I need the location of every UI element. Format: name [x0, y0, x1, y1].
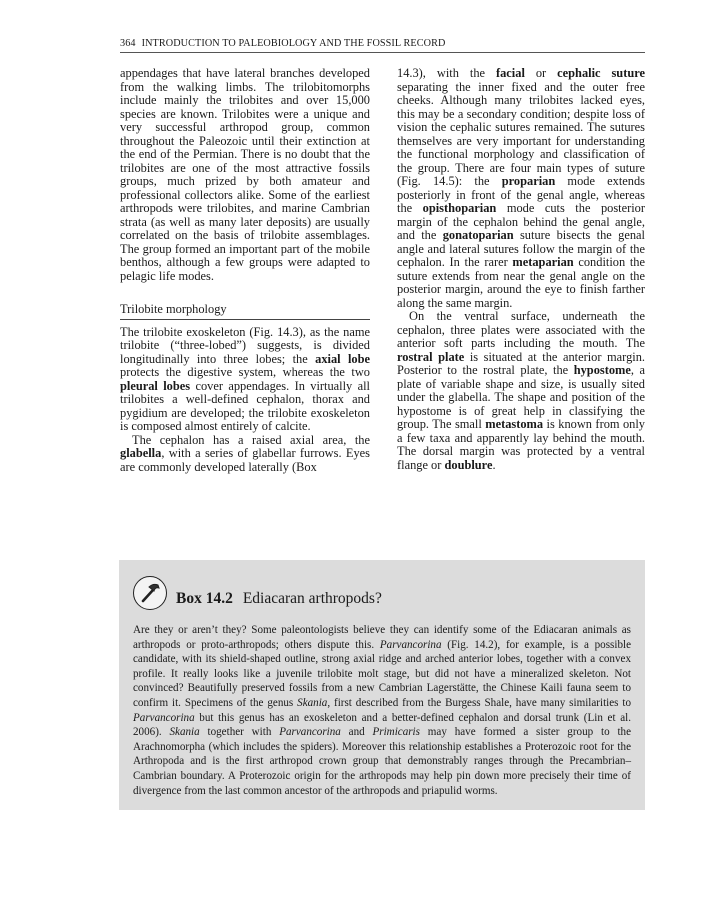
paragraph: The trilobite exoskeleton (Fig. 14.3), as the name trilobite (“three-lobed”) suggests, is divided longitudinally into three lobes; the axial lobe protects the digestive system, whereas the two pleural lobes cover appendages. In virtually all trilobites a well-defined cephalon, thorax and pygidium are developed; the trilobite exoskeleton is composed almost entirely of calcite.: [120, 324, 370, 433]
term: glabella: [120, 446, 162, 460]
paragraph: On the ventral surface, underneath the cephalon, three plates were associated with the anterior soft parts including the mouth. The rostral plate is situated at the anterior margin. Posterior to the rostral plate, the hypostome, a plate of variable shape and size, is usually sited under the glabella. The shape and position of the hypostome is of great help in classifying the group. The small metastoma is known from only a few taxa and apparently lay behind the mouth. The dorsal margin was protected by a ventral flange or doublure.: [397, 309, 646, 472]
paragraph: appendages that have lateral branches developed from the walking limbs. The trilobitomorphs include mainly the trilobites and over 15,000 species are known. Trilobites were a unique and very successful arthropod group, common throughout the Paleozoic until their extinction at the end of the Permian. There is no doubt that the trilobites are one of the most attractive fossils groups, much prized by both amateur and professional collectors alike. Some of the earliest arthropods were trilobites, and marine Cambrian strata (as well as many later deposits) are usually correlated on the basis of trilobite assemblages. The group formed an important part of the mobile benthos, although a few groups were adapted to pelagic life modes.: [120, 66, 370, 283]
box-14-2: [119, 560, 645, 810]
page-number: 364: [120, 38, 136, 49]
running-title: INTRODUCTION TO PALEOBIOLOGY AND THE FOSSIL RECORD: [141, 38, 446, 49]
box-title-row: [133, 576, 382, 610]
term: proparian: [501, 174, 556, 188]
term: facial: [495, 66, 525, 80]
term: doublure: [444, 457, 493, 472]
right-column: [397, 67, 645, 472]
hammer-icon: [133, 576, 167, 610]
section-heading: Trilobite morphology: [120, 303, 370, 320]
term: metastoma: [485, 417, 544, 431]
paragraph: 14.3), with the facial or cephalic suture separating the inner fixed and the outer free cheeks. Although many trilobites lacked eyes, this may be a secondary condition; despite loss of vision the cephalic sutures remained. The sutures themselves are very important for understanding the functional morphology and classification of the group. There are four main types of suture (Fig. 14.5): the proparian mode extends posteriorly in front of the genal angle, whereas the opisthoparian mode cuts the posterior margin of the cephalon behind the genal angle, and the gonatoparian suture bisects the genal angle and lateral sutures follow the margin of the cephalon. In the rarer metaparian condition the suture extends from near the genal angle on the posterior margin, around the eye to finish farther along the same margin.: [397, 66, 646, 310]
term: axial lobe: [315, 351, 370, 366]
paragraph: The cephalon has a raised axial area, the glabella, with a series of glabellar furrows. Eyes are commonly developed laterally (Box: [120, 432, 370, 474]
paragraph: Are they or aren’t they? Some paleontologists believe they can identify some of the Ediacaran animals as arthropods or proto-arthropods; others dispute this. Parvancorina (Fig. 14.2), for example, is a possible candidate, with its shield-shaped outline, strong axial ridge and arched anterior lobes, together with a convex profile. It really looks like a juvenile trilobite molt stage, but did not have a mineralized skeleton. Not convinced? Beautifully preserved fossils from a new Cambrian Lagerstätte, the Chinese Kaili fauna seem to confirm it. Specimens of the genus Skania, first described from the Burgess Shale, have many similarities to Parvancorina but this genus has an exoskeleton and a better-defined cephalon and dorsal trunk (Lin et al. 2006). Skania together with Parvancorina and Primicaris may have formed a sister group to the Arachnomorpha (which includes the spiders). Moreover this relationship establishes a Proterozoic root for the Arthropoda and is the first arthropod crown group that demonstrably ranges through the Precambrian–Cambrian boundary. A Proterozoic origin for the arthropods may help pin down more precisely their time of divergence from the last common ancestor of the arthropods and priapulid worms.: [133, 624, 631, 797]
term: hypostome: [573, 363, 631, 377]
term: gonatoparian: [442, 228, 514, 242]
term: opisthoparian: [422, 201, 497, 215]
term: metaparian: [512, 255, 574, 269]
term: rostral plate: [397, 349, 465, 364]
box-title: Ediacaran arthropods?: [242, 590, 382, 607]
term: pleural lobes: [120, 378, 191, 393]
left-column: [120, 67, 370, 474]
box-body: [133, 623, 631, 798]
box-number: Box 14.2: [176, 590, 233, 607]
term: cephalic suture: [557, 66, 645, 80]
running-header: [120, 38, 645, 53]
